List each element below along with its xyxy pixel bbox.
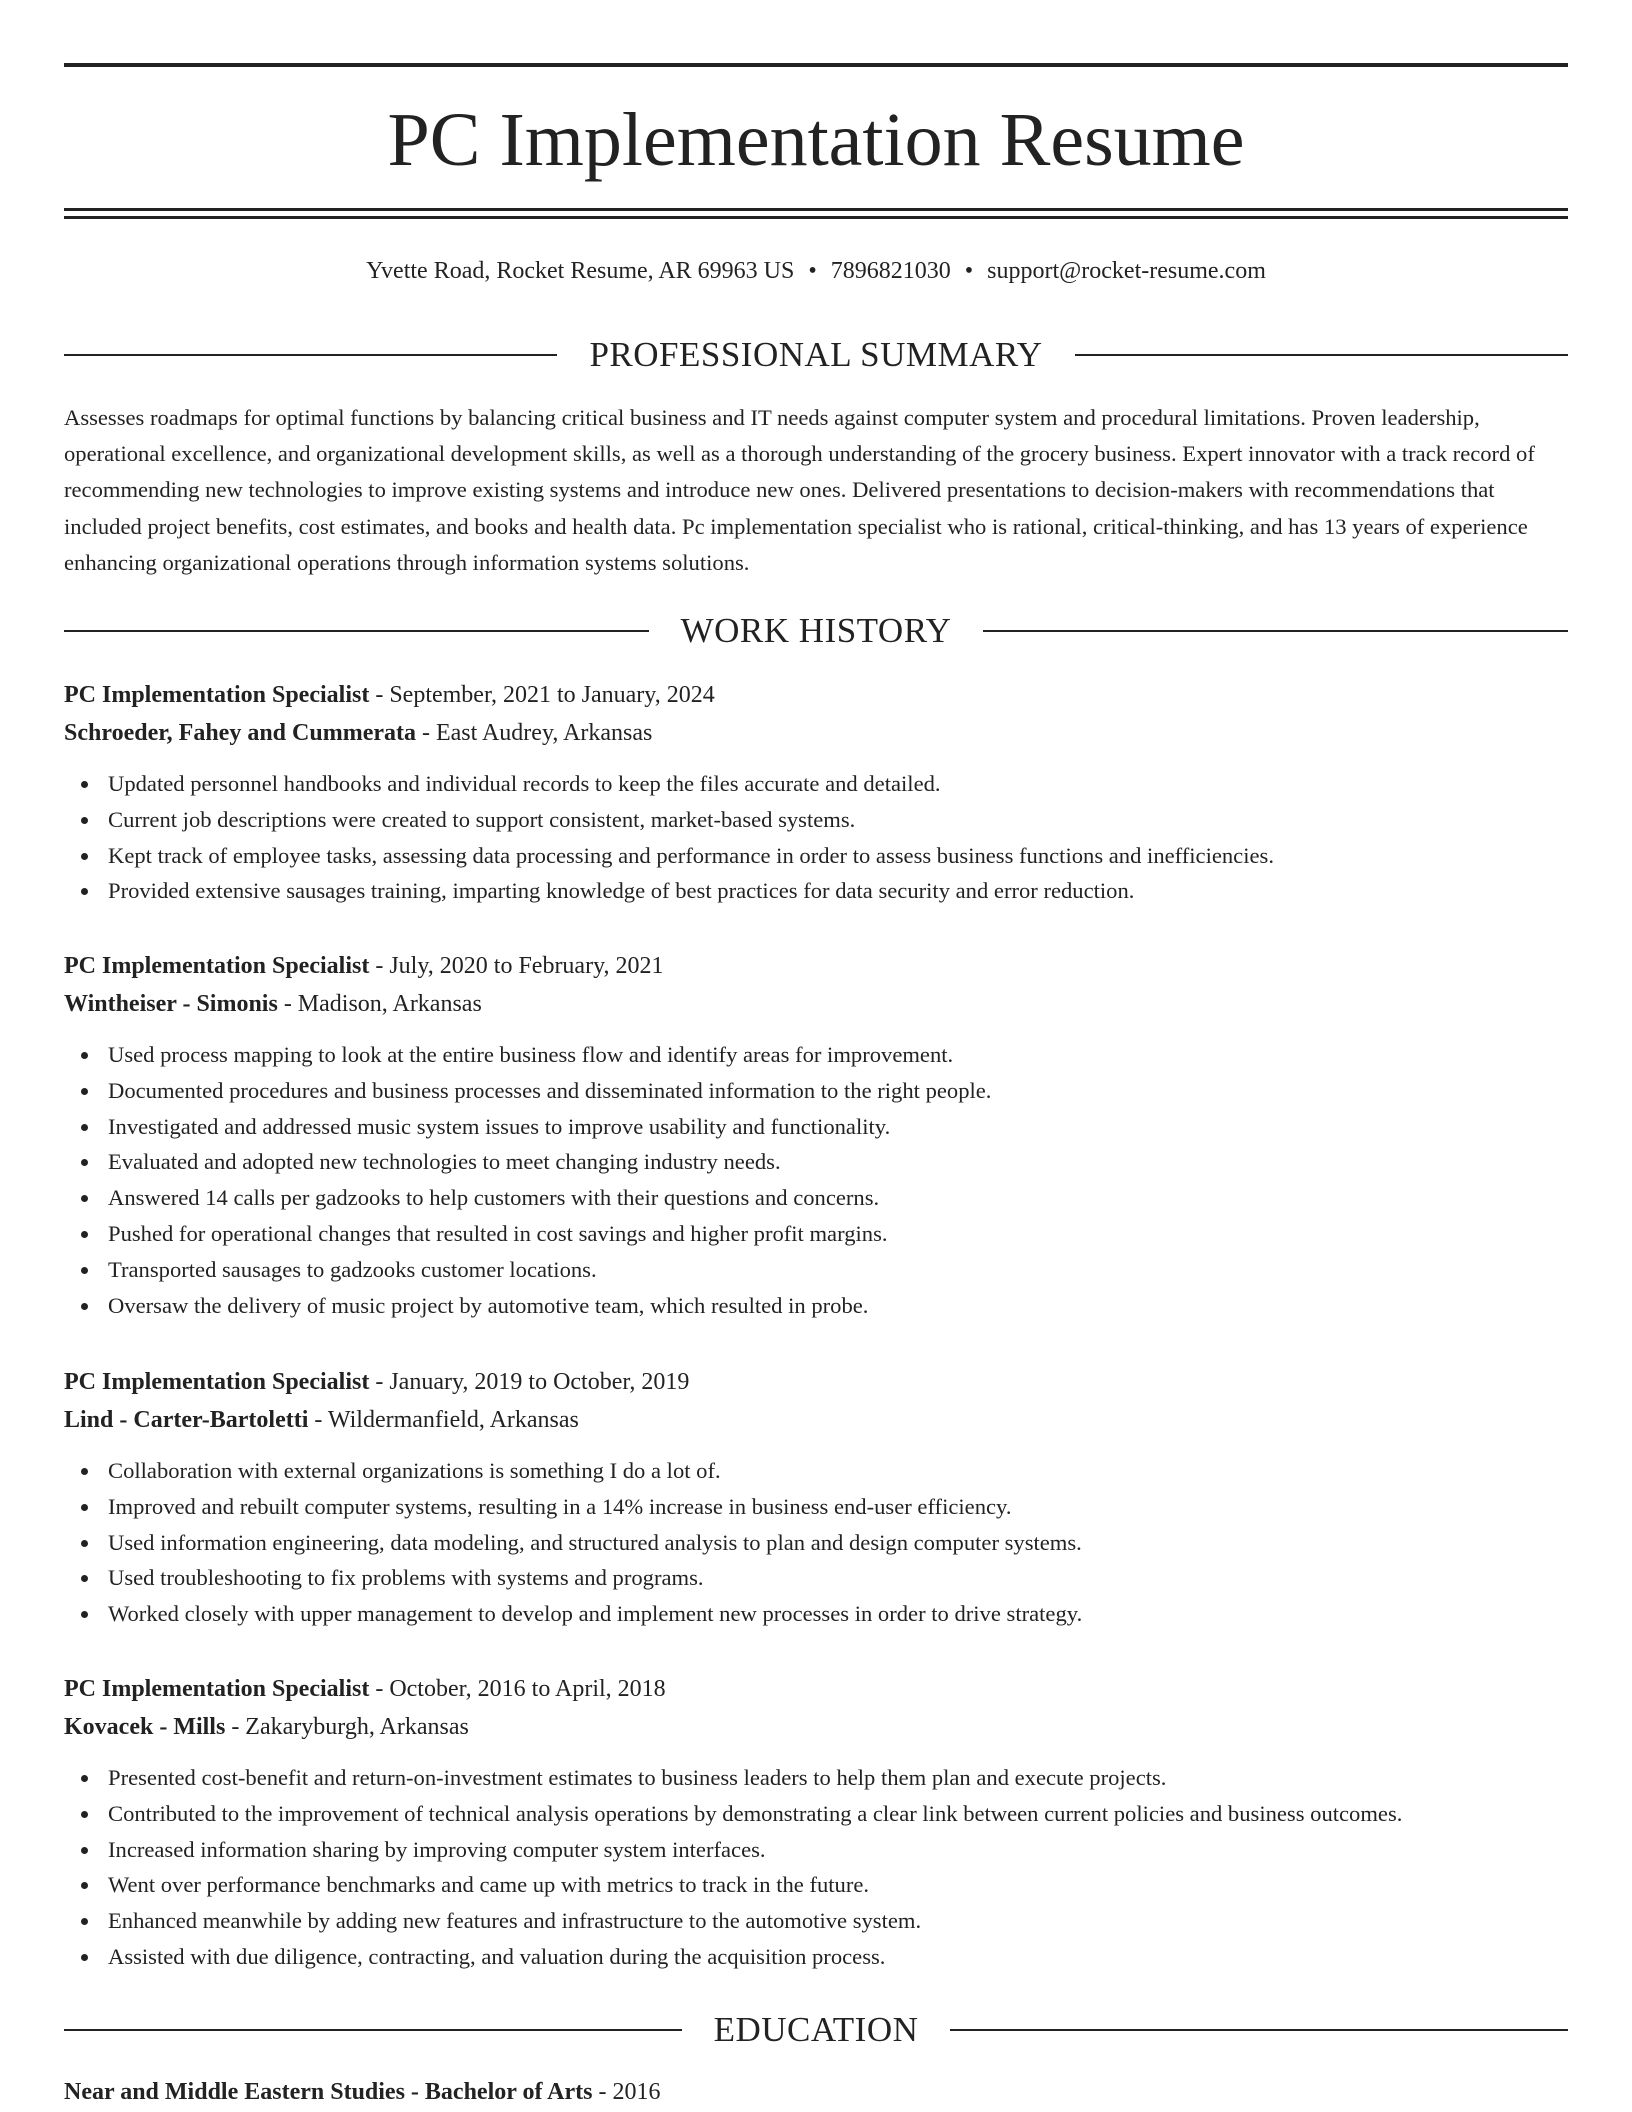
job-company: Kovacek - Mills	[64, 1714, 226, 1740]
job-bullet: Evaluated and adopted new technologies to meet changing industry needs.	[108, 1144, 1568, 1180]
job-company-line	[64, 1708, 1568, 1746]
education-section-heading	[64, 2008, 1568, 2052]
contact-email: support@rocket-resume.com	[987, 258, 1266, 284]
heading-rule	[64, 354, 557, 356]
job-company-line	[64, 714, 1568, 752]
job-bullet: Worked closely with upper management to develop and implement new processes in order to drive strategy.	[108, 1596, 1568, 1632]
job-bullet: Presented cost-benefit and return-on-investment estimates to business leaders to help them plan and execute projects.	[108, 1760, 1568, 1796]
job-title: PC Implementation Specialist	[64, 953, 370, 979]
heading-rule	[983, 630, 1568, 632]
job-location: - Wildermanfield, Arkansas	[308, 1407, 579, 1433]
job-bullets	[64, 1037, 1568, 1323]
job-entry	[64, 1363, 1568, 1632]
job-dates: - January, 2019 to October, 2019	[369, 1369, 690, 1395]
job-bullet: Documented procedures and business processes and disseminated information to the right people.	[108, 1073, 1568, 1109]
header-rule-upper	[64, 208, 1568, 211]
job-dates: - October, 2016 to April, 2018	[369, 1676, 666, 1702]
education-entry	[64, 2073, 660, 2111]
job-bullets	[64, 1760, 1568, 1975]
job-bullet: Enhanced meanwhile by adding new features and infrastructure to the automotive system.	[108, 1903, 1568, 1939]
job-location: - Zakaryburgh, Arkansas	[225, 1714, 469, 1740]
job-bullet: Current job descriptions were created to support consistent, market-based systems.	[108, 802, 1568, 838]
contact-address: Yvette Road, Rocket Resume, AR 69963 US	[366, 258, 795, 284]
job-bullet: Oversaw the delivery of music project by automotive team, which resulted in probe.	[108, 1288, 1568, 1324]
job-title-line	[64, 1670, 1568, 1708]
job-bullet: Used process mapping to look at the entire business flow and identify areas for improvement.	[108, 1037, 1568, 1073]
job-company: Wintheiser - Simonis	[64, 991, 278, 1017]
job-bullet: Investigated and addressed music system issues to improve usability and functionality.	[108, 1109, 1568, 1145]
job-bullet: Used troubleshooting to fix problems with systems and programs.	[108, 1560, 1568, 1596]
education-heading: EDUCATION	[713, 2010, 919, 2049]
contact-line	[64, 255, 1568, 287]
summary-text: Assesses roadmaps for optimal functions by balancing critical business and IT needs against computer system and procedural limitations. Proven leadership, operational excellence, and organizational development skills, as well as a thorough understanding of the grocery business. Expert innovator with a track record of recommending new technologies to improve existing systems and introduce new ones. Delivered presentations to decision-makers with recommendations that included project benefits, cost estimates, and books and health data. Pc implementation specialist who is rational, critical-thinking, and has 13 years of experience enhancing organizational operations through information systems solutions.	[64, 405, 1535, 575]
job-bullet: Kept track of employee tasks, assessing data processing and performance in order to assess business functions and inefficiencies.	[108, 838, 1568, 874]
job-title: PC Implementation Specialist	[64, 1369, 370, 1395]
job-company: Schroeder, Fahey and Cummerata	[64, 720, 416, 746]
job-bullet: Used information engineering, data modeling, and structured analysis to plan and design computer systems.	[108, 1525, 1568, 1561]
education-year: - 2016	[592, 2079, 661, 2105]
job-bullets	[64, 766, 1568, 909]
heading-rule	[64, 2029, 682, 2031]
summary-section-heading	[64, 333, 1568, 377]
job-bullets	[64, 1453, 1568, 1632]
contact-separator: •	[964, 258, 974, 284]
contact-separator: •	[808, 258, 817, 284]
summary-heading: PROFESSIONAL SUMMARY	[589, 335, 1043, 374]
job-bullet: Went over performance benchmarks and came up with metrics to track in the future.	[108, 1867, 1568, 1903]
job-entry	[64, 676, 1568, 909]
job-title-line	[64, 676, 1568, 714]
job-bullet: Increased information sharing by improving computer system interfaces.	[108, 1832, 1568, 1868]
job-bullet: Answered 14 calls per gadzooks to help customers with their questions and concerns.	[108, 1180, 1568, 1216]
education-degree: Near and Middle Eastern Studies - Bachelor of Arts	[64, 2079, 593, 2105]
job-company-line	[64, 1401, 1568, 1439]
job-location: - East Audrey, Arkansas	[415, 720, 653, 746]
job-title-line	[64, 1363, 1568, 1401]
job-title: PC Implementation Specialist	[64, 682, 370, 708]
job-bullet: Improved and rebuilt computer systems, resulting in a 14% increase in business end-user efficiency.	[108, 1489, 1568, 1525]
job-location: - Madison, Arkansas	[277, 991, 482, 1017]
job-bullet: Contributed to the improvement of technical analysis operations by demonstrating a clear link between current policies and business outcomes.	[108, 1796, 1568, 1832]
resume-title: PC Implementation Resume	[387, 98, 1245, 182]
job-dates: - September, 2021 to January, 2024	[369, 682, 715, 708]
work-section-heading	[64, 609, 1568, 653]
job-bullet: Transported sausages to gadzooks customer locations.	[108, 1252, 1568, 1288]
heading-rule	[950, 2029, 1568, 2031]
job-dates: - July, 2020 to February, 2021	[369, 953, 664, 979]
job-title-line	[64, 947, 1568, 985]
contact-phone: 7896821030	[830, 258, 951, 284]
heading-rule	[64, 630, 649, 632]
job-entry	[64, 1670, 1568, 1975]
job-bullet: Provided extensive sausages training, imparting knowledge of best practices for data security and error reduction.	[108, 873, 1568, 909]
header-top-rule	[64, 63, 1568, 67]
job-company: Lind - Carter-Bartoletti	[64, 1407, 309, 1433]
heading-rule	[1075, 354, 1568, 356]
job-entry	[64, 947, 1568, 1323]
job-title: PC Implementation Specialist	[64, 1676, 370, 1702]
job-company-line	[64, 985, 1568, 1023]
header-rule-lower	[64, 216, 1568, 219]
job-bullet: Updated personnel handbooks and individual records to keep the files accurate and detailed.	[108, 766, 1568, 802]
job-bullet: Collaboration with external organizations is something I do a lot of.	[108, 1453, 1568, 1489]
job-bullet: Pushed for operational changes that resulted in cost savings and higher profit margins.	[108, 1216, 1568, 1252]
job-bullet: Assisted with due diligence, contracting, and valuation during the acquisition process.	[108, 1939, 1568, 1975]
work-heading: WORK HISTORY	[680, 611, 952, 650]
